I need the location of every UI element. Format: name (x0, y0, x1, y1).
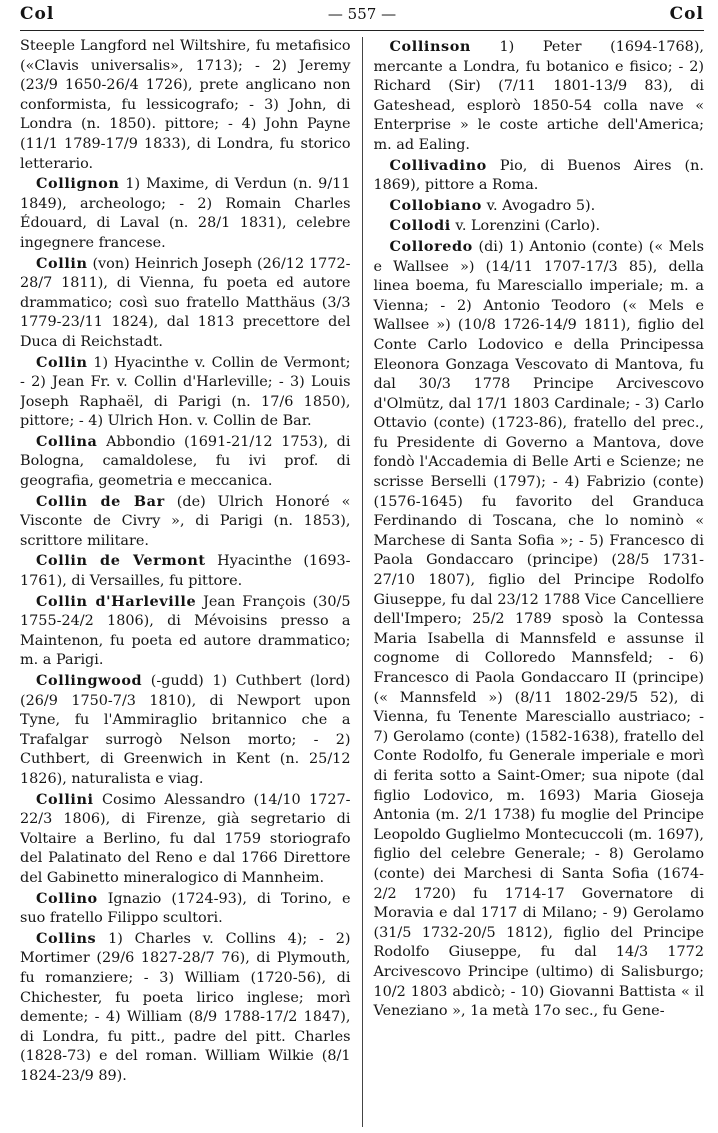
entry-headword: Collodi (389, 217, 451, 235)
dictionary-entry (20, 592, 351, 671)
entry-headword: Collin d'Harleville (36, 592, 197, 610)
entry-text: Abbondio (1691-21/12 1753), di Bologna, camaldolese, fu ivi prof. di geografia, geometria e meccanica. (20, 433, 351, 490)
entry-text: Pio, di Buenos Aires (n. 1869), pittore a Roma. (373, 157, 704, 194)
page-header (20, 4, 704, 31)
entry-headword: Collobiano (389, 196, 482, 214)
dictionary-entry (20, 254, 351, 353)
entry-text: (-gudd) 1) Cuthbert (lord) (26/9 1750-7/3 1810), di Newport upon Tyne, fu l'Ammiraglio britannico che a Trafalgar surrogò Nelson morto; - 2) Cuthbert, di Greenwich in Kent (n. 25/12 1826), naturalista e viag. (20, 673, 351, 787)
dictionary-entry (20, 889, 351, 929)
entry-text: 1) Hyacinthe v. Collin de Vermont; - 2) Jean Fr. v. Collin d'Harleville; - 3) Louis Joseph Raphaël, di Parigi (n. 17/6 1850), pittore; - 4) Ulrich Hon. v. Collin de Bar. (20, 354, 351, 430)
dictionary-entry (20, 671, 351, 790)
header-keyword-right: Col (669, 4, 704, 24)
entry-headword: Collino (36, 889, 98, 907)
entry-text: (di) 1) Antonio (conte) (« Mels e Wallsee ») (14/11 1707-17/3 85), della linea boema, fu Maresciallo imperiale; m. a Vienna; - 2) Antonio Teodoro (« Mels e Wallsee ») (10/8 1726-14/9 1811), figlio del Conte Carlo Lodovico e della Principessa Eleonora Gonzaga Vescovato di Mantova, fu dal 30/3 1778 Principe Arcivescovo d'Olmütz, dal 17/1 1803 Cardinale; - 3) Carlo Ottavio (conte) (1723-86), fratello del prec., fu Presidente di Governo a Mantova, dove fondò l'Accademia di Belle Arti e Scienze; ne scrisse Berselli (1797); - 4) Fabrizio (conte) (1576-1645) fu favorito del Granduca Ferdinando di Toscana, che lo nominò « Marchese di Santa Sofia »; - 5) Francesco di Paola Gondaccaro (principe) (28/5 1731-27/10 1807), figlio del Principe Rodolfo Giuseppe, fu dal 23/12 1788 Vice Cancelliere dell'Impero; 25/2 1789 sposò la Contessa Maria Isabella di Mannsfeld e assunse il cognome di Colloredo Mannsfeld; - 6) Francesco di Paola Gondaccaro II (principe) (« Mannsfeld ») (8/11 1802-29/5 52), di Vienna, fu Tenente Maresciallo austriaco; - 7) Gerolamo (conte) (1582-1638), fratello del Conte Rodolfo, fu Generale imperiale e morì di ferita sotto a Saint-Omer; sua nipote (dal figlio Lodovico, m. 1693) Maria Gioseja Antonia (m. 2/1 1738) fu moglie del Principe Leopoldo Guglielmo Montecuccoli (m. 1697), figlio del celebre Generale; - 8) Gerolamo (conte) dei Marchesi di Santa Sofia (1674-2/2 1720) fu 1714-17 Governatore di Moravia e dal 1717 di Milano; - 9) Gerolamo (31/5 1732-20/5 1812), figlio del Principe Rodolfo Giuseppe, fu dal 14/3 1772 Arcivescovo Principe (ultimo) di Salisburgo; 10/2 1803 abdicò; - 10) Giovanni Battista « il Veneziano », 1a metà 17o sec., fu Gene- (373, 238, 704, 1020)
dictionary-entry (20, 551, 351, 591)
dictionary-entry (374, 37, 705, 156)
entry-headword: Collin (36, 353, 88, 371)
entry-text: v. Lorenzini (Carlo). (455, 218, 601, 235)
dictionary-entry (374, 196, 705, 217)
entry-headword: Collini (36, 790, 94, 808)
dictionary-entry (374, 156, 705, 196)
entry-text: Hyacinthe (1693-1761), di Versailles, fu pittore. (20, 553, 351, 590)
dictionary-entry (20, 432, 351, 492)
entry-text: 1) Charles v. Collins 4); - 2) Mortimer (29/6 1827-28/7 76), di Plymouth, fu romanziere; - 3) William (1720-56), di Chichester, fu poeta lirico inglese; morì demente; - 4) William (8/9 1788-17/2 1847), di Londra, fu pitt., padre del pitt. Charles (1828-73) e del roman. William Wilkie (8/1 1824-23/9 89). (20, 930, 351, 1084)
entry-text: (von) Heinrich Joseph (26/12 1772-28/7 1811), di Vienna, fu poeta ed autore drammatico; così suo fratello Matthäus (3/3 1779-23/11 1824), dal 1813 precettore del Duca di Reichstadt. (20, 255, 351, 350)
entry-headword: Collivadino (389, 156, 487, 174)
entry-headword: Collin de Vermont (36, 552, 206, 570)
entry-headword: Collins (36, 929, 97, 947)
entry-text: v. Avogadro 5). (486, 197, 596, 214)
entry-text: (de) Ulrich Honoré « Visconte de Civry », di Parigi (n. 1853), scrittore militare. (20, 493, 351, 549)
left-column (20, 37, 363, 1127)
dictionary-entry (20, 174, 351, 253)
dictionary-entry (20, 353, 351, 432)
page-number: — 557 — (327, 5, 397, 23)
entry-headword: Collin de Bar (36, 492, 165, 510)
dictionary-entry (20, 929, 351, 1087)
text-columns (20, 37, 704, 1127)
entry-text: Ignazio (1724-93), di Torino, e suo fratello Filippo scultori. (20, 890, 351, 927)
dictionary-entry (374, 216, 705, 237)
entry-headword: Collignon (36, 175, 120, 193)
header-keyword-left: Col (20, 4, 55, 24)
entry-headword: Collingwood (36, 672, 143, 689)
entry-headword: Colloredo (389, 237, 473, 255)
dictionary-entry (20, 492, 351, 552)
entry-text: Steeple Langford nel Wiltshire, fu metafisico («Clavis universalis», 1713); - 2) Jeremy (23/9 1650-26/4 1726), prete anglicano non conformista, fu lessicografo; - 3) John, di Londra (n. 1850). pittore; - 4) John Payne (11/1 1789-17/9 1833), di Londra, fu storico letterario. (20, 38, 351, 172)
dictionary-entry (20, 37, 351, 174)
entry-headword: Collin (36, 254, 88, 272)
right-column (363, 37, 705, 1127)
entry-text: 1) Maxime, di Verdun (n. 9/11 1849), archeologo; - 2) Romain Charles Édouard, di Laval (n. 28/1 1831), celebre ingegnere francese. (20, 176, 351, 251)
dictionary-entry (374, 237, 705, 1022)
entry-text: 1) Peter (1694-1768), mercante a Londra, fu botanico e fisico; - 2) Richard (Sir) (7/11 1801-13/9 83), di Gateshead, esplorò 1850-54 colla nave « Enterprise » le coste artiche dell'America; m. ad Ealing. (373, 39, 704, 153)
entry-headword: Collinson (389, 38, 471, 55)
entry-text: Cosimo Alessandro (14/10 1727-22/3 1806), di Firenze, già segretario di Voltaire a Berlino, fu dal 1759 storiografo del Palatinato del Reno e dal 1766 Direttore del Gabinetto mineralogico di Mannheim. (20, 791, 351, 886)
entry-text: Jean François (30/5 1755-24/2 1806), di Mévoisins presso a Maintenon, fu poeta ed autore drammatico; m. a Parigi. (20, 593, 351, 669)
entry-headword: Collina (36, 432, 98, 450)
dictionary-entry (20, 790, 351, 889)
